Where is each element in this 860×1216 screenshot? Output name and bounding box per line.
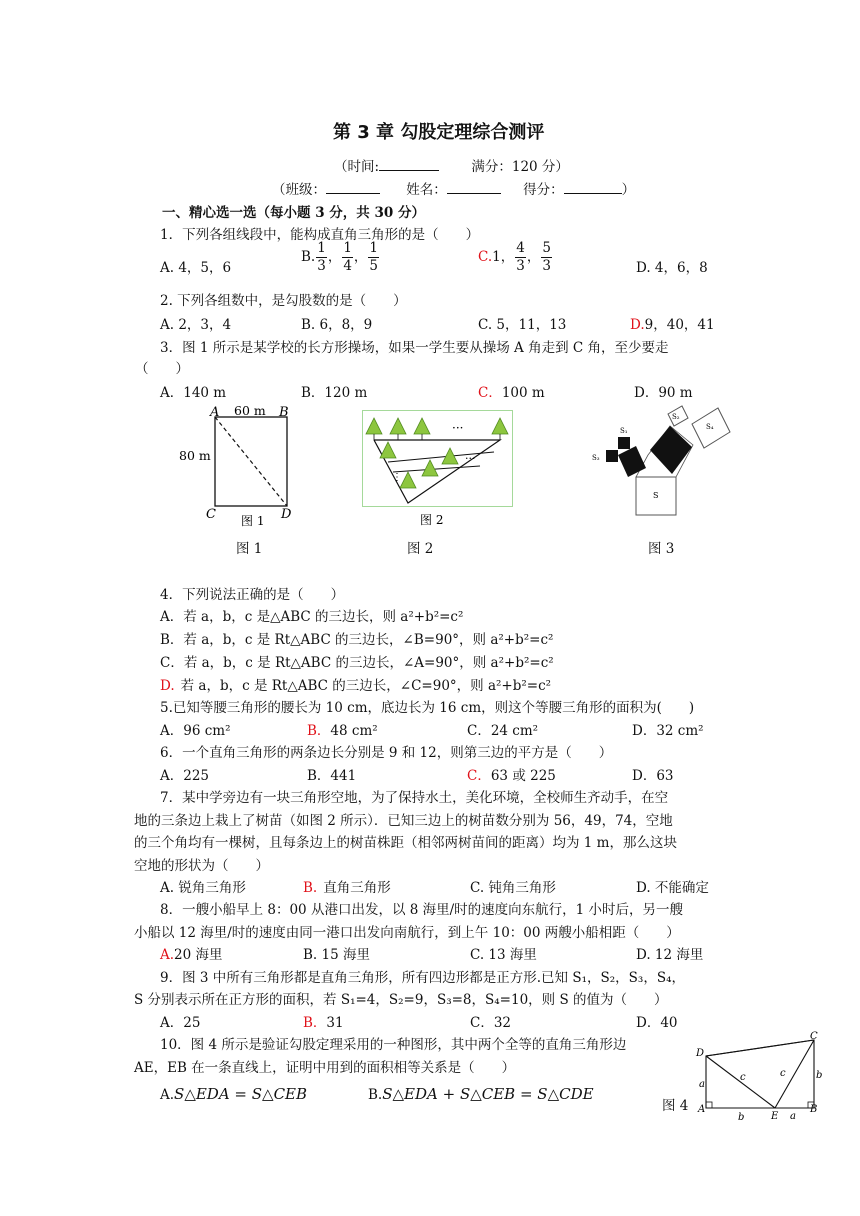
time-blank[interactable] bbox=[379, 158, 439, 171]
square-s1-fill bbox=[618, 437, 630, 449]
q8-line-1: 8．一艘小船早上 8：00 从港口出发，以 8 海里/时的速度向东航行，1 小时后，另一艘 bbox=[160, 902, 684, 918]
q1-option-d[interactable]: D. 4，6，8 bbox=[636, 260, 708, 276]
vertex-d: D bbox=[696, 1048, 705, 1059]
q7-option-a[interactable]: A. 锐角三角形 bbox=[160, 880, 246, 896]
q4-stem: 4．下列说法正确的是（ ） bbox=[160, 587, 345, 603]
q3-stem: 3．图 1 所示是某学校的长方形操场，如果一学生要从操场 A 角走到 C 角，至少要走 bbox=[160, 340, 669, 356]
q4-option-d[interactable]: D. 若 a，b，c 是 Rt△ABC 的三边长，∠C=90°，则 a²+b²=c² bbox=[160, 678, 552, 694]
answer-letter: C． bbox=[478, 385, 502, 401]
q3-option-b[interactable]: B．120 m bbox=[301, 385, 368, 401]
q8-line-2: 小船以 12 海里/时的速度由同一港口出发向南航行，到上午 10：00 两艘小船相距（ ） bbox=[134, 925, 680, 941]
dots-side: ⋮ bbox=[392, 472, 402, 483]
q2-stem: 2. 下列各组数中，是勾股数的是（ ） bbox=[160, 293, 407, 309]
page-title: 第 3 章 勾股定理综合测评 bbox=[333, 122, 545, 143]
area-equation-b: S△EDA + S△CEB = S△CDE bbox=[382, 1085, 594, 1103]
side-b-bottom: b bbox=[738, 1112, 745, 1122]
answer-letter: A. bbox=[160, 947, 175, 963]
q9-option-c[interactable]: C．32 bbox=[470, 1015, 512, 1031]
q10-line-1: 10．图 4 所示是验证勾股定理采用的一种图形，其中两个全等的直角三角形边 bbox=[160, 1037, 627, 1053]
q3-stem-paren: （ ） bbox=[135, 361, 189, 377]
q7-option-c[interactable]: C. 钝角三角形 bbox=[470, 880, 556, 896]
q5-option-a[interactable]: A．96 cm² bbox=[160, 723, 231, 739]
q10-option-b[interactable]: B.S△EDA + S△CEB = S△CDE bbox=[368, 1085, 594, 1103]
side-b-right: b bbox=[816, 1070, 823, 1081]
side-c-left: c bbox=[740, 1072, 746, 1083]
figure-2-caption: 图 2 bbox=[407, 541, 434, 557]
answer-letter: D. bbox=[160, 678, 175, 694]
q9-option-d[interactable]: D．40 bbox=[636, 1015, 678, 1031]
q5-stem: 5.已知等腰三角形的腰长为 10 cm，底边长为 16 cm，则这个等腰三角形的面积为( ) bbox=[160, 700, 695, 716]
close-paren: ） bbox=[621, 182, 636, 198]
q1-option-b[interactable]: B. $\frac{1}{3}$ ， $\frac{1}{4}$ ， $\frac{1}{5}$ bbox=[301, 240, 378, 274]
q5-option-c[interactable]: C．24 cm² bbox=[467, 723, 539, 739]
q8-option-d[interactable]: D. 12 海里 bbox=[636, 947, 704, 963]
side-a-bottom: a bbox=[790, 1111, 796, 1122]
figure-1-caption: 图 1 bbox=[236, 541, 263, 557]
name-blank[interactable] bbox=[447, 181, 501, 194]
figure-3-squares bbox=[588, 402, 738, 520]
q9-line-1: 9．图 3 中所有三角形都是直角三角形，所有四边形都是正方形.已知 S₁，S₂，S₃，S₄， bbox=[160, 970, 685, 986]
q3-option-c[interactable]: C．100 m bbox=[478, 385, 545, 401]
q1-option-c[interactable]: C.1， $\frac{4}{3}$ ， $\frac{5}{3}$ bbox=[478, 240, 551, 274]
q4-option-a[interactable]: A．若 a，b，c 是△ABC 的三边长，则 a²+b²=c² bbox=[160, 609, 464, 625]
q3-option-d[interactable]: D．90 m bbox=[634, 385, 693, 401]
q2-option-b[interactable]: B. 6，8，9 bbox=[301, 317, 373, 333]
vertex-d: D bbox=[281, 507, 292, 522]
q10-option-a[interactable]: A.S△EDA = S△CEB bbox=[160, 1085, 308, 1103]
q7-option-d[interactable]: D. 不能确定 bbox=[636, 880, 709, 896]
label-s2: S₂ bbox=[672, 413, 680, 421]
q9-option-a[interactable]: A．25 bbox=[160, 1015, 201, 1031]
vertex-a: A bbox=[210, 405, 220, 420]
name-label: 姓名： bbox=[406, 182, 447, 198]
fraction: $\frac{5}{3}$ bbox=[542, 240, 551, 274]
vertex-e: E bbox=[771, 1111, 779, 1122]
answer-letter: C. bbox=[478, 249, 493, 265]
q9-option-b[interactable]: B．31 bbox=[303, 1015, 344, 1031]
figure-4-caption: 图 4 bbox=[662, 1098, 689, 1114]
fraction: $\frac{1}{5}$ bbox=[369, 240, 378, 274]
score-label: 得分： bbox=[523, 182, 564, 198]
label-s: S bbox=[653, 491, 659, 500]
q8-option-c[interactable]: C. 13 海里 bbox=[470, 947, 537, 963]
label-left-length: 80 m bbox=[179, 448, 211, 463]
square-black-left bbox=[618, 446, 646, 477]
vertex-a: A bbox=[698, 1104, 706, 1115]
vertex-b: B bbox=[279, 405, 289, 420]
class-blank[interactable] bbox=[326, 181, 380, 194]
q7-line-2: 地的三条边上栽上了树苗（如图 2 所示）．已知三边上的树苗数分别为 56，49，74，空地 bbox=[134, 813, 673, 829]
square-s3-fill bbox=[606, 450, 618, 462]
q1-option-a[interactable]: A. 4，5，6 bbox=[160, 260, 232, 276]
area-equation-a: S△EDA = S△CEB bbox=[174, 1085, 308, 1103]
answer-letter: B． bbox=[307, 723, 331, 739]
label-s4: S₄ bbox=[706, 423, 714, 431]
figure-2-trees bbox=[362, 410, 514, 530]
label-s1: S₁ bbox=[620, 427, 628, 435]
q2-option-c[interactable]: C. 5，11，13 bbox=[478, 317, 567, 333]
q10-line-2: AE，EB 在一条直线上，证明中用到的面积相等关系是（ ） bbox=[134, 1060, 516, 1076]
q6-stem: 6．一个直角三角形的两条边长分别是 9 和 12，则第三边的平方是（ ） bbox=[160, 745, 613, 761]
score-blank[interactable] bbox=[564, 181, 622, 194]
trapezoid-outline bbox=[706, 1040, 814, 1108]
fraction: $\frac{1}{3}$ bbox=[317, 240, 326, 274]
student-info-line bbox=[272, 178, 635, 198]
diagonal-path bbox=[215, 417, 287, 506]
q8-option-a[interactable]: A.20 海里 bbox=[160, 947, 223, 963]
answer-letter: B. bbox=[303, 880, 318, 896]
full-score: 满分：120 分） bbox=[471, 159, 569, 175]
square-black-right bbox=[650, 426, 692, 474]
q4-option-b[interactable]: B．若 a，b，c 是 Rt△ABC 的三边长，∠B=90°，则 a²+b²=c² bbox=[160, 632, 554, 648]
vertex-c: C bbox=[810, 1031, 818, 1042]
figure-4-trapezoid bbox=[694, 1028, 824, 1122]
q2-option-d[interactable]: D.9，40，41 bbox=[630, 317, 715, 333]
q7-line-1: 7．某中学旁边有一块三角形空地，为了保持水土，美化环境，全校师生齐动手，在空 bbox=[160, 790, 669, 806]
q7-line-3: 的三个角均有一棵树，且每条边上的树苗株距（相邻两树苗间的距离）均为 1 m，那么这块 bbox=[134, 835, 677, 851]
section-heading: 一、精心选一选（每小题 3 分，共 30 分） bbox=[162, 205, 425, 221]
vertex-c: C bbox=[206, 507, 216, 522]
q5-option-d[interactable]: D．32 cm² bbox=[632, 723, 704, 739]
q6-option-c[interactable]: C．63 或 225 bbox=[467, 768, 556, 784]
q3-option-a[interactable]: A．140 m bbox=[160, 385, 227, 401]
label-top-length: 60 m bbox=[234, 405, 266, 418]
label-s3: S₃ bbox=[592, 454, 600, 462]
fig1-inner-caption: 图 1 bbox=[241, 514, 265, 527]
q7-option-b[interactable]: B. 直角三角形 bbox=[303, 880, 391, 896]
time-line bbox=[334, 155, 569, 175]
fig2-inner-caption: 图 2 bbox=[420, 513, 444, 527]
side-c-right: c bbox=[780, 1068, 786, 1079]
right-angle-a bbox=[706, 1102, 712, 1108]
q6-option-b[interactable]: B．441 bbox=[307, 768, 357, 784]
dots-top: ··· bbox=[452, 421, 464, 435]
answer-letter: C． bbox=[467, 768, 491, 784]
q9-line-2: S 分别表示所在正方形的面积，若 S₁=4，S₂=9，S₃=8，S₄=10，则 S 的值为（ ） bbox=[134, 992, 668, 1008]
answer-letter: D. bbox=[630, 317, 645, 333]
vertex-b: B bbox=[810, 1104, 818, 1115]
answer-letter: B． bbox=[303, 1015, 327, 1031]
q6-option-d[interactable]: D．63 bbox=[632, 768, 674, 784]
class-label: （班级： bbox=[272, 182, 326, 198]
time-label: （时间: bbox=[334, 159, 380, 175]
fraction: $\frac{1}{4}$ bbox=[343, 240, 352, 274]
q1-stem: 1．下列各组线段中，能构成直角三角形的是（ ） bbox=[160, 227, 480, 243]
q2-option-a[interactable]: A. 2，3，4 bbox=[160, 317, 232, 333]
segment-dc bbox=[706, 1040, 814, 1056]
figure-frame bbox=[363, 411, 513, 507]
dots-middle: ··· bbox=[465, 452, 476, 465]
q5-option-b[interactable]: B．48 cm² bbox=[307, 723, 378, 739]
q8-option-b[interactable]: B. 15 海里 bbox=[303, 947, 370, 963]
side-a-left: a bbox=[699, 1079, 705, 1090]
fraction: $\frac{4}{3}$ bbox=[516, 240, 525, 274]
q7-line-4: 空地的形状为（ ） bbox=[134, 858, 269, 874]
figure-1-rectangle bbox=[175, 405, 305, 527]
figure-3-caption: 图 3 bbox=[648, 541, 675, 557]
q6-option-a[interactable]: A．225 bbox=[160, 768, 210, 784]
q4-option-c[interactable]: C．若 a，b，c 是 Rt△ABC 的三边长，∠A=90°，则 a²+b²=c² bbox=[160, 655, 554, 671]
